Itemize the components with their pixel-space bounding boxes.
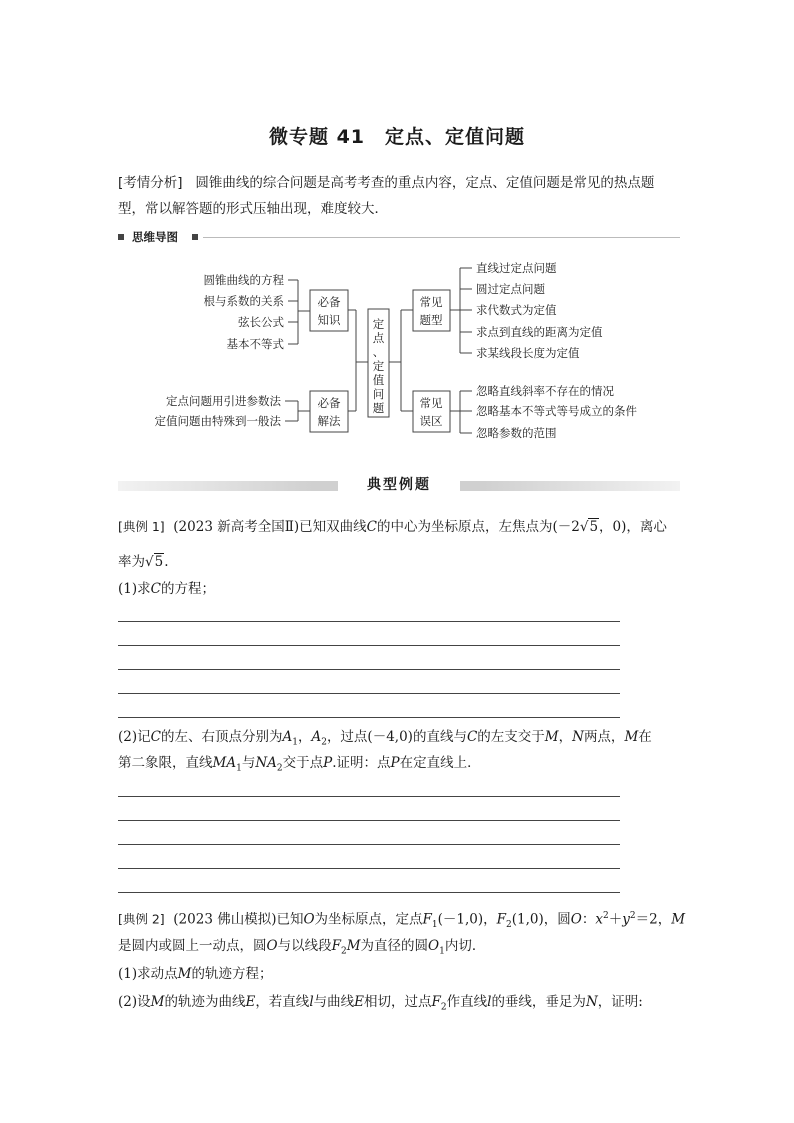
- superscript: 2: [603, 911, 609, 921]
- subscript: 2: [276, 763, 283, 774]
- zhishi-item: 基本不等式: [226, 337, 284, 351]
- analysis-label: [考情分析]: [118, 175, 183, 191]
- var-p: P: [390, 755, 400, 771]
- center-char: 定: [372, 317, 385, 331]
- jiefa-box-label: 解法: [317, 414, 341, 428]
- var-c: C: [150, 729, 161, 745]
- example2-label: [典例 2]: [118, 911, 165, 927]
- var-a: A: [282, 729, 293, 745]
- var-m: M: [346, 938, 361, 954]
- text-run: (2)设: [118, 994, 151, 1010]
- radicand: 5: [154, 554, 164, 570]
- var-n: N: [585, 994, 598, 1010]
- jiefa-item: 定点问题用引进参数法: [166, 394, 281, 408]
- text-run: 与以线段: [277, 938, 332, 954]
- center-char: 问: [372, 387, 385, 401]
- center-char: 点: [372, 331, 385, 345]
- example2-line2: [118, 936, 680, 962]
- example1-q2-line2: [118, 753, 680, 779]
- zhishi-item: 弦长公式: [238, 315, 284, 329]
- subscript: 1: [439, 946, 445, 957]
- var-l: l: [309, 994, 314, 1010]
- text-run: ＝2，: [635, 911, 672, 928]
- var-c: C: [150, 581, 161, 597]
- text-run: ，0)，离心: [599, 519, 667, 535]
- var-m: M: [624, 729, 639, 745]
- answer-line[interactable]: [118, 892, 620, 893]
- var-e: E: [354, 994, 364, 1010]
- zhishi-box-label: 必备: [317, 295, 341, 309]
- text-run: 在定直线上．: [399, 755, 481, 771]
- text-run: ：: [581, 911, 596, 928]
- var-y: y: [622, 911, 630, 928]
- tixing-item: 求某线段长度为定值: [476, 346, 580, 360]
- text-run: (1)求: [118, 581, 151, 597]
- text-run: ，过点(－4,0)的直线与: [326, 729, 467, 745]
- text-run: 的左、右顶点分别为: [160, 729, 283, 745]
- var-n: N: [572, 729, 584, 745]
- tixing-item: 求点到直线的距离为定值: [476, 325, 603, 339]
- answer-line[interactable]: [118, 669, 620, 670]
- tixing-box-label: 常见: [419, 295, 443, 309]
- text-run: ，: [297, 729, 312, 745]
- text-run: 率为: [118, 554, 145, 570]
- answer-line[interactable]: [118, 717, 620, 718]
- var-m: M: [150, 994, 165, 1010]
- text-run: 已知: [276, 911, 304, 928]
- answer-line[interactable]: [118, 868, 620, 869]
- var-ma: MA: [212, 755, 237, 771]
- subscript: 2: [340, 946, 347, 957]
- var-a: A: [311, 729, 322, 745]
- center-char: 定: [372, 359, 385, 373]
- jiefa-box-label: 必备: [317, 396, 341, 410]
- example2-q1: [118, 964, 680, 984]
- tixing-box-label: 题型: [419, 313, 443, 327]
- text-run: 与: [241, 755, 256, 771]
- example1-line1: [118, 517, 680, 537]
- text-run: 交于点: [282, 755, 324, 771]
- var-l: l: [487, 994, 492, 1010]
- subscript: 2: [506, 920, 512, 931]
- center-char: 题: [372, 401, 385, 415]
- var-e: E: [245, 994, 256, 1010]
- text-run: 相切，过点: [364, 994, 432, 1010]
- var-c: C: [366, 519, 377, 535]
- answer-line[interactable]: [118, 645, 620, 646]
- answer-line[interactable]: [118, 621, 620, 622]
- text-run: 是圆内或圆上一动点，圆: [118, 938, 267, 954]
- wuqu-box-label: 常见: [419, 396, 443, 410]
- var-f: F: [422, 911, 432, 928]
- wuqu-box-label: 误区: [419, 414, 443, 428]
- tixing-item: 求代数式为定值: [476, 303, 557, 317]
- sqrt-icon: √: [579, 519, 589, 535]
- answer-line[interactable]: [118, 796, 620, 797]
- var-p: P: [323, 755, 333, 771]
- mindmap-header-label: 思维导图: [132, 230, 178, 244]
- example2-q2: [118, 992, 680, 1018]
- center-char: 、: [372, 345, 385, 359]
- var-f: F: [431, 994, 441, 1010]
- var-m: M: [177, 966, 192, 982]
- var-f: F: [331, 938, 341, 954]
- subscript: 2: [321, 737, 327, 748]
- tixing-item: 圆过定点问题: [476, 282, 545, 296]
- text-run: .: [164, 554, 169, 570]
- text-run: 与曲线: [313, 994, 355, 1010]
- var-c: C: [466, 729, 478, 745]
- banner-label: 典型例题: [338, 474, 460, 496]
- var-o: O: [428, 938, 440, 954]
- text-run: ，: [558, 729, 573, 745]
- zhishi-item: 根与系数的关系: [203, 294, 284, 308]
- text-run: 内切．: [444, 938, 486, 954]
- zhishi-box-label: 知识: [317, 313, 341, 327]
- text-run: ＋: [608, 911, 623, 928]
- text-run: 为坐标原点，定点: [314, 911, 423, 928]
- subscript: 1: [236, 763, 242, 774]
- page-title: 微专题 41 定点、定值问题: [268, 126, 526, 148]
- example2-line1: [118, 906, 686, 935]
- var-o: O: [570, 911, 582, 928]
- text-run: 的左支交于: [477, 729, 545, 745]
- text-run: 第二象限，直线: [118, 755, 213, 771]
- text-run: (1)求动点: [118, 966, 178, 982]
- text-run: 的轨迹为曲线: [164, 994, 246, 1010]
- text-run: (2)记: [118, 729, 151, 745]
- text-run: 的垂线，垂足为: [491, 994, 586, 1010]
- radicand: 5: [589, 519, 599, 535]
- var-m: M: [671, 911, 686, 928]
- section-banner: [118, 474, 680, 498]
- text-run: 在: [638, 729, 652, 745]
- var-x: x: [595, 911, 603, 928]
- text-run: (－1,0)，: [437, 911, 497, 928]
- example1-q1: [118, 579, 680, 599]
- center-char: 值: [372, 373, 385, 387]
- sqrt-icon: √: [145, 554, 154, 570]
- var-m: M: [544, 729, 559, 745]
- var-o: O: [303, 911, 315, 928]
- text-run: ，若直线: [255, 994, 310, 1010]
- subscript: 1: [431, 920, 438, 931]
- superscript: 2: [629, 911, 636, 921]
- text-run: 作直线: [446, 994, 488, 1010]
- mindmap-diagram: [0, 0, 794, 470]
- example1-line2: [118, 552, 680, 572]
- var-f: F: [496, 911, 507, 928]
- text-run: 的方程；: [160, 581, 215, 597]
- wuqu-item: 忽略参数的范围: [476, 426, 557, 440]
- answer-line[interactable]: [118, 693, 620, 694]
- subscript: 1: [292, 737, 298, 748]
- text-run: 已知双曲线: [299, 519, 367, 535]
- answer-line[interactable]: [118, 844, 620, 845]
- example1-label: [典例 1]: [118, 519, 165, 534]
- answer-line[interactable]: [118, 820, 620, 821]
- text-run: .证明：点: [332, 755, 391, 771]
- example2-source: (2023 佛山模拟): [173, 911, 277, 928]
- text-run: 的中心为坐标原点，左焦点为(－2: [376, 519, 580, 535]
- wuqu-item: 忽略基本不等式等号成立的条件: [476, 404, 637, 418]
- zhishi-item: 圆锥曲线的方程: [203, 273, 284, 287]
- tixing-item: 直线过定点问题: [476, 261, 557, 275]
- var-o: O: [266, 938, 278, 954]
- text-run: 两点，: [583, 729, 625, 745]
- var-na: NA: [255, 755, 277, 771]
- text-run: 的轨迹方程；: [191, 966, 273, 982]
- wuqu-item: 忽略直线斜率不存在的情况: [476, 384, 614, 398]
- example1-q2-line1: [118, 727, 680, 753]
- analysis-text: 圆锥曲线的综合问题是高考考查的重点内容，定点、定值问题是常见的热点题型，常以解答题的形式压轴出现，难度较大．: [118, 175, 655, 217]
- subscript: 2: [440, 1002, 447, 1013]
- text-run: 为直径的圆: [360, 938, 429, 954]
- jiefa-item: 定值问题由特殊到一般法: [154, 414, 281, 428]
- example1-source: (2023 新高考全国Ⅱ): [173, 519, 300, 535]
- text-run: ，证明:: [597, 994, 643, 1010]
- text-run: (1,0)，圆: [511, 911, 571, 928]
